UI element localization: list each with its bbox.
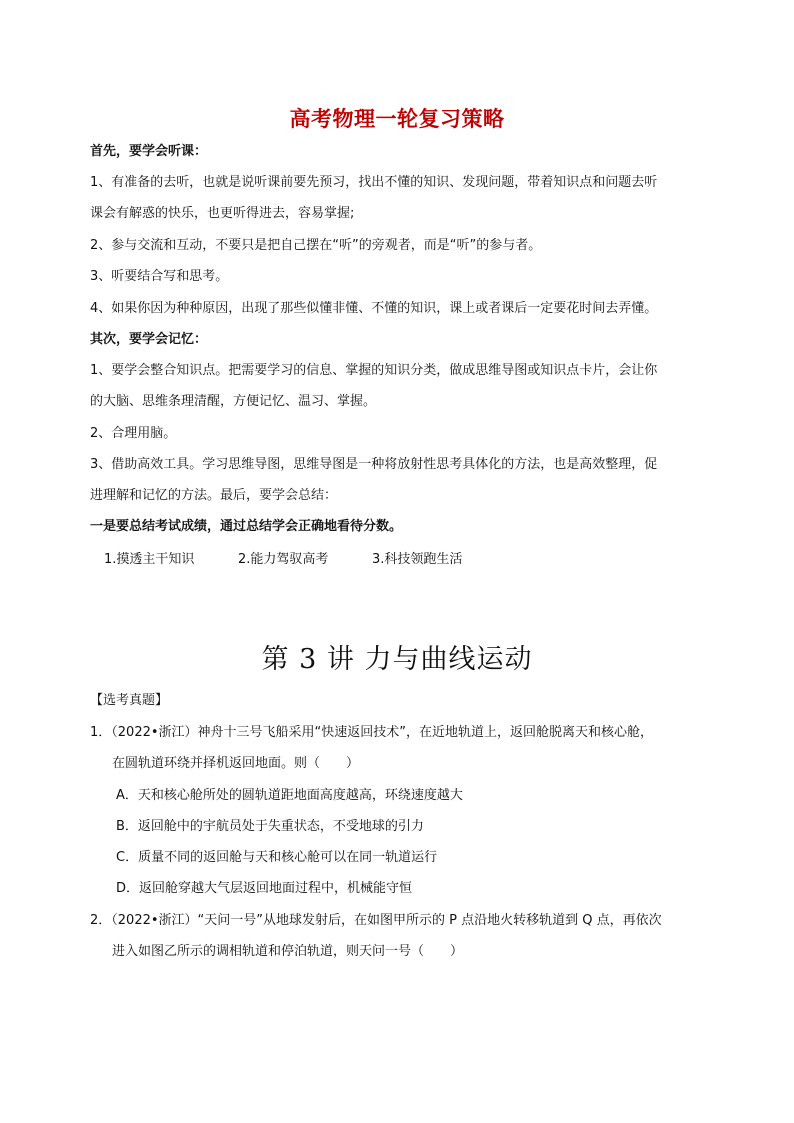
q1-option-b: B．返回舱中的宇航员处于失重状态，不受地球的引力 <box>116 819 424 834</box>
q2-line1: 2．（2022•浙江）“天问一号”从地球发射后，在如图甲所示的 P 点沿地火转移轨道到 Q 点，再依次 <box>90 913 662 928</box>
s1-item1-line2: 课会有解惑的快乐，也更听得进去，容易掌握; <box>90 206 355 221</box>
q2-line2: 进入如图乙所示的调相轨道和停泊轨道，则天问一号（ ） <box>112 944 464 959</box>
s2-item2: 2、合理用脑。 <box>90 426 177 441</box>
tri-item-2: 2.能力驾驭高考 <box>238 552 329 567</box>
section1-heading: 首先，要学会听课： <box>90 144 208 159</box>
summary-bold: 一是要总结考试成绩，通过总结学会正确地看待分数。 <box>90 519 403 534</box>
q1-option-a: A．天和核心舱所处的圆轨道距地面高度越高，环绕速度越大 <box>116 788 463 803</box>
section2-heading: 其次，要学会记忆： <box>90 332 208 347</box>
s1-item1-line1: 1、有准备的去听，也就是说听课前要先预习，找出不懂的知识、发现问题，带着知识点和问题去听 <box>90 175 658 190</box>
q1-option-c: C．质量不同的返回舱与天和核心舱可以在同一轨道运行 <box>116 850 438 865</box>
lecture-title: 第 3 讲 力与曲线运动 <box>261 644 533 675</box>
s2-item3-line1: 3、借助高效工具。学习思维导图，思维导图是一种将放射性思考具体化的方法，也是高效整理，促 <box>90 457 658 472</box>
s2-item3-line2: 进理解和记忆的方法。最后，要学会总结： <box>90 488 338 503</box>
s1-item3: 3、听要结合写和思考。 <box>90 269 229 284</box>
q1-line1: 1．（2022•浙江）神舟十三号飞船采用“快速返回技术”，在近地轨道上，返回舱脱离天和核心舱， <box>90 725 653 740</box>
section-tag: 【选考真题】 <box>90 693 169 708</box>
q1-option-d: D．返回舱穿越大气层返回地面过程中，机械能守恒 <box>116 881 413 896</box>
tri-item-3: 3.科技领跑生活 <box>372 552 463 567</box>
q1-line2: 在圆轨道环绕并择机返回地面。则（ ） <box>112 756 360 771</box>
s2-item1-line1: 1、要学会整合知识点。把需要学习的信息、掌握的知识分类，做成思维导图或知识点卡片，会让你 <box>90 363 658 378</box>
tri-item-1: 1.摸透主干知识 <box>104 552 195 567</box>
s1-item2: 2、参与交流和互动，不要只是把自己摆在“听”的旁观者，而是“听”的参与者。 <box>90 238 542 253</box>
s2-item1-line2: 的大脑、思维条理清醒，方便记忆、温习、掌握。 <box>90 394 377 409</box>
strategy-title: 高考物理一轮复习策略 <box>289 107 505 131</box>
s1-item4: 4、如果你因为种种原因，出现了那些似懂非懂、不懂的知识，课上或者课后一定要花时间去弄懂。 <box>90 301 658 316</box>
